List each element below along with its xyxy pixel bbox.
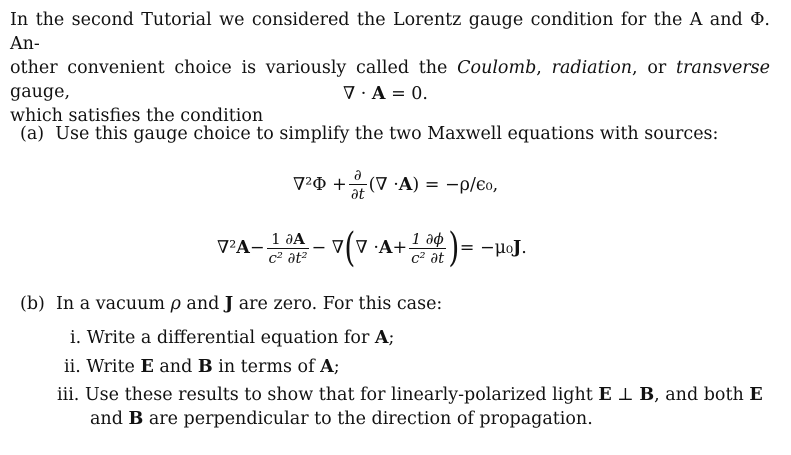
item-iii-line2-b: are perpendicular to the direction of propagation. xyxy=(143,409,593,429)
eq1-time-derivative xyxy=(349,166,367,203)
eq2-fraction-1 xyxy=(267,230,310,267)
part-b xyxy=(20,294,442,314)
item-ii-vector-b: B xyxy=(197,357,213,377)
item-i-label: i. xyxy=(70,328,82,348)
eq2-laplacian: ∇² xyxy=(217,238,237,258)
eq2-plus: + xyxy=(392,238,408,258)
eq2-frac1-num xyxy=(267,230,310,248)
part-b-text-a: In a vacuum xyxy=(56,294,171,314)
part-a xyxy=(20,124,718,144)
list-item-ii xyxy=(64,355,340,379)
item-ii-vector-e: E xyxy=(140,357,154,377)
comma-1: , xyxy=(536,58,552,78)
item-iii-label: iii. xyxy=(57,385,80,405)
item-i-vector-a: A xyxy=(374,328,389,348)
perp-symbol: ⊥ xyxy=(611,385,640,405)
eq2-minus-grad: − ∇ xyxy=(311,238,344,258)
item-ii-label: ii. xyxy=(64,357,81,377)
part-b-label: (b) xyxy=(20,294,45,314)
eq2-close-paren: ) xyxy=(448,225,460,271)
item-iii-line2-a: and xyxy=(90,409,129,429)
nabla-dot: ∇ · xyxy=(343,84,372,104)
equation-1 xyxy=(293,166,498,203)
eq2-frac2-den: c² ∂t xyxy=(411,248,445,267)
eq1-rhs: ) = −ρ/ϵ₀, xyxy=(412,174,499,195)
list-item-i xyxy=(70,326,394,350)
eq2-frac1-num-text: 1 ∂ xyxy=(271,229,294,248)
item-ii-end: ; xyxy=(333,357,340,377)
list-item-iii-continued xyxy=(90,407,593,431)
or-text: , or xyxy=(632,58,676,78)
eq2-frac1-den: c² ∂t² xyxy=(268,248,308,267)
eq2-frac2-num: 1 ∂ϕ xyxy=(411,229,444,248)
transverse-term: transverse xyxy=(675,58,770,78)
eq2-vector-a: A xyxy=(236,238,250,258)
eq1-vector-a: A xyxy=(398,174,413,195)
item-i-end: ; xyxy=(388,328,395,348)
intro-line-1 xyxy=(10,8,770,56)
eq2-vector-j: J xyxy=(513,238,522,258)
coulomb-term: Coulomb xyxy=(457,58,537,78)
item-i-text: Write a differential equation for xyxy=(86,328,375,348)
item-ii-text-c: in terms of xyxy=(212,357,321,377)
eq2-fraction-2 xyxy=(409,230,446,267)
item-iii-vector-b-2: B xyxy=(128,409,144,429)
intro-line-3-text: which satisfies the condition xyxy=(10,106,264,126)
intro-line-2-start: other convenient choice is variously called the xyxy=(10,58,458,78)
part-a-label: (a) xyxy=(20,124,45,144)
eq1-frac-num: ∂ xyxy=(353,166,362,184)
intro-line-1-text: In the second Tutorial we considered the Lorentz gauge condition for the A and Φ. An- xyxy=(10,10,770,54)
radiation-term: radiation xyxy=(551,58,633,78)
eq2-inner-vector-a: A xyxy=(378,238,393,258)
gauge-condition xyxy=(343,84,428,104)
item-ii-and: and xyxy=(153,357,198,377)
item-iii-line1-a: Use these results to show that for linearly-polarized light xyxy=(84,385,599,405)
item-ii-vector-a: A xyxy=(320,357,334,377)
vector-a: A xyxy=(371,84,386,104)
intro-paragraph xyxy=(10,8,770,128)
eq2-period: . xyxy=(521,238,527,258)
equals-zero: = 0. xyxy=(385,84,428,104)
part-b-text-b: and xyxy=(180,294,225,314)
eq2-inner-divergence: ∇ · xyxy=(355,238,379,258)
item-ii-text-a: Write xyxy=(86,357,141,377)
eq2-minus: − xyxy=(249,238,265,258)
item-iii-vector-b: B xyxy=(639,385,655,405)
eq1-frac-den: ∂t xyxy=(350,185,365,203)
list-item-iii xyxy=(57,383,763,407)
eq1-paren: (∇ · xyxy=(368,174,399,195)
eq2-rhs: = −μ₀ xyxy=(459,238,514,258)
eq1-lhs: ∇²Φ + xyxy=(293,174,347,195)
eq2-frac1-vector-a: A xyxy=(293,229,305,248)
part-a-text: Use this gauge choice to simplify the two Maxwell equations with sources: xyxy=(55,124,719,144)
part-b-text-c: are zero. For this case: xyxy=(233,294,443,314)
rho-symbol: ρ xyxy=(170,294,181,314)
intro-line-2-end: gauge, xyxy=(10,82,71,102)
item-iii-vector-e: E xyxy=(598,385,612,405)
item-iii-vector-e-2: E xyxy=(749,385,763,405)
item-iii-line1-b: , and both xyxy=(654,385,750,405)
part-b-vector-j: J xyxy=(224,294,234,314)
eq2-open-paren: ( xyxy=(344,225,356,271)
equation-2 xyxy=(217,225,527,271)
